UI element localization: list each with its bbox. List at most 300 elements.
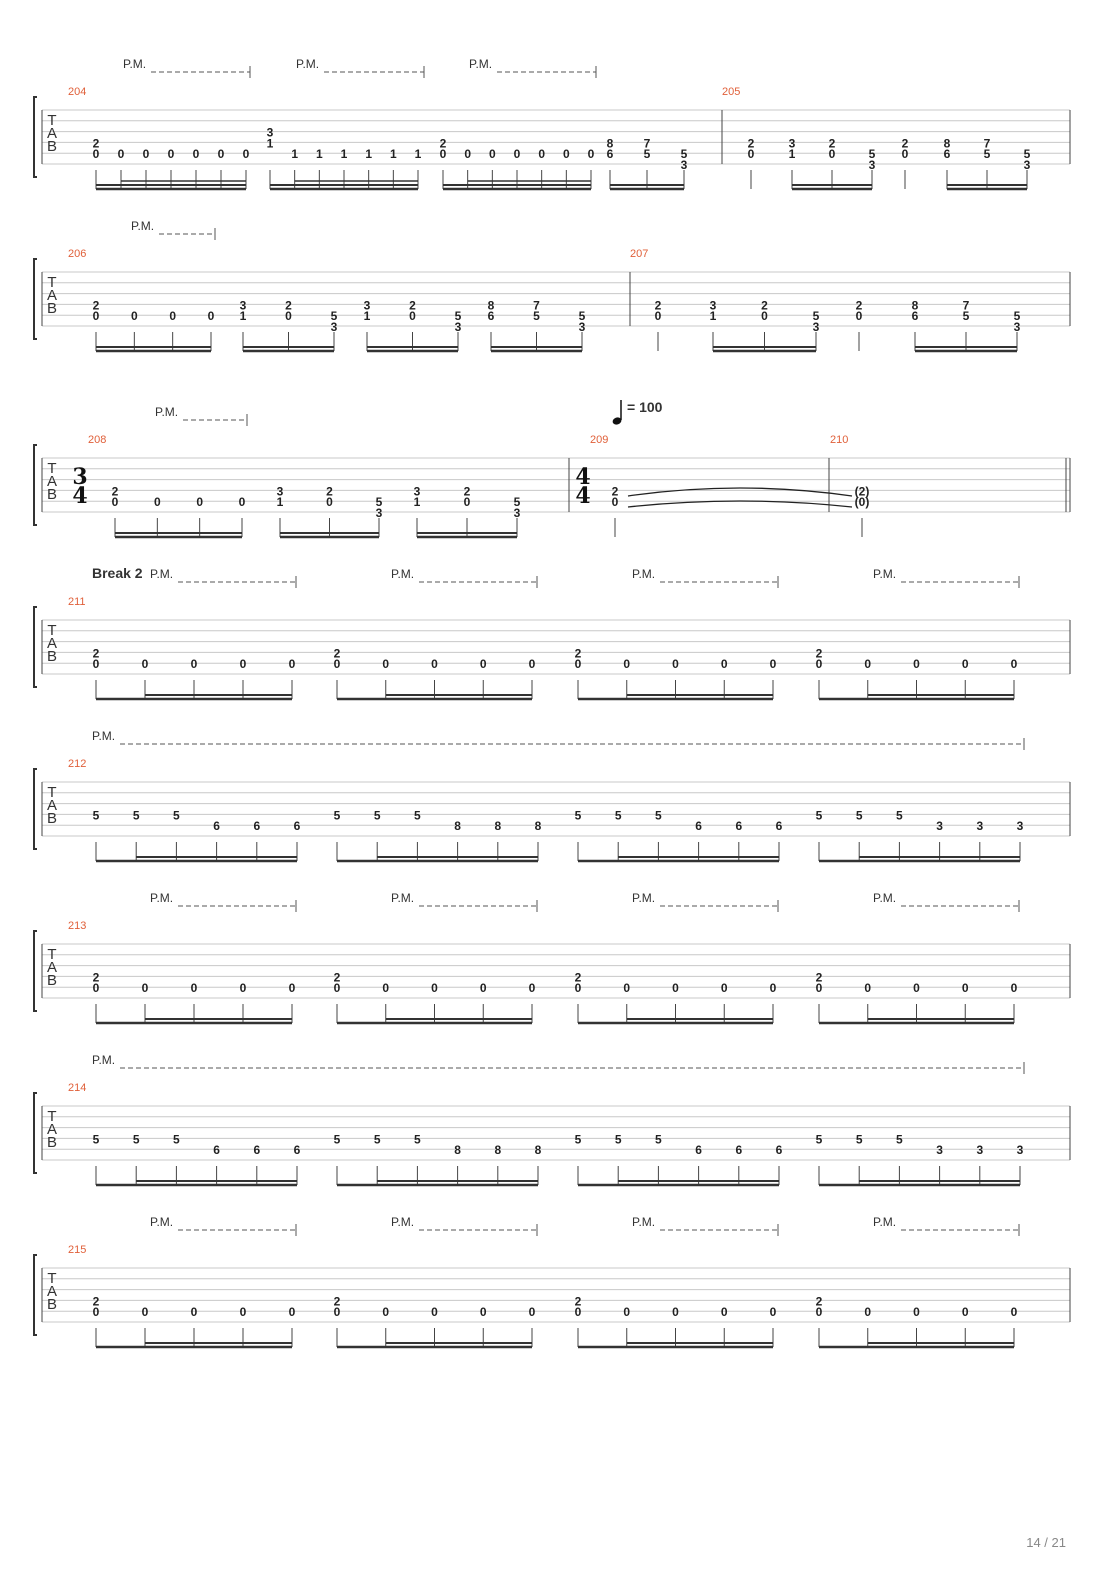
tab-clef-letter: T (47, 784, 57, 801)
fret-number: 5 (330, 309, 338, 324)
fret-number: 3 (239, 298, 247, 313)
fret-number: 0 (190, 981, 198, 996)
beat-group (856, 298, 863, 351)
beat-group (912, 298, 1021, 351)
fret-number: 3 (276, 484, 284, 499)
beat-group (575, 1132, 783, 1185)
fret-number: 2 (654, 298, 662, 313)
fret-number: 5 (333, 808, 341, 823)
fret-number: 5 (132, 1132, 140, 1147)
tab-clef-letter: B (46, 810, 58, 827)
fret-number: 6 (293, 819, 301, 834)
tab-clef-letter: A (46, 959, 58, 976)
beat-group (655, 298, 662, 351)
beat-group (748, 136, 755, 189)
fret-number: 1 (414, 147, 422, 162)
fret-number: 8 (454, 819, 461, 834)
fret-number: 5 (1013, 309, 1021, 324)
fret-number: 0 (587, 147, 595, 162)
fret-number: 5 (655, 808, 662, 823)
fret-number: 8 (534, 1143, 542, 1158)
fret-number: 7 (962, 298, 970, 313)
fret-number: 2 (611, 484, 619, 499)
time-signature-bottom: 4 (575, 483, 591, 509)
fret-number: 0 (769, 657, 777, 672)
beat-group (710, 298, 820, 351)
pm-label: P.M. (92, 729, 116, 743)
fret-number: 0 (382, 657, 390, 672)
fret-number: 0 (623, 981, 631, 996)
tab-clef-letter: B (46, 138, 58, 155)
measure-number: 207 (630, 248, 649, 260)
beat-group (93, 1132, 301, 1185)
fret-number: 0 (239, 981, 247, 996)
fret-number: 5 (578, 309, 586, 324)
fret-number: 2 (333, 970, 341, 985)
fret-number: 0 (913, 657, 920, 672)
fret-number: 0 (961, 657, 969, 672)
measure-number: 210 (830, 434, 849, 446)
fret-number: 2 (761, 298, 768, 313)
fret-number: 0 (117, 147, 125, 162)
fret-number: 0 (333, 981, 341, 996)
fret-number: 0 (382, 981, 390, 996)
fret-number: 2 (574, 970, 582, 985)
fret-number: 0 (769, 1305, 777, 1320)
fret-number: 5 (855, 808, 863, 823)
fret-number: 3 (1013, 320, 1021, 334)
fret-number: 0 (333, 1305, 341, 1320)
fret-number: (0) (854, 495, 870, 510)
fret-number: 3 (812, 320, 820, 334)
fret-number: 3 (1016, 1143, 1024, 1158)
fret-number: 0 (672, 657, 679, 672)
fret-number: 0 (238, 495, 246, 510)
fret-number: 0 (190, 657, 198, 672)
systems-layer (34, 57, 1070, 1347)
fret-number: 0 (196, 495, 204, 510)
beat-group (93, 646, 296, 699)
fret-number: 1 (365, 147, 373, 162)
fret-number: 0 (130, 309, 138, 324)
fret-number: 5 (643, 147, 651, 162)
tab-clef-letter: A (46, 125, 58, 142)
beat-group (575, 646, 777, 699)
fret-number: 2 (92, 1294, 100, 1309)
time-signature-top: 3 (72, 464, 88, 490)
fret-number: 6 (695, 819, 702, 834)
fret-number: 1 (266, 136, 274, 151)
fret-number: 1 (276, 495, 284, 510)
section-label: Break 2 (92, 565, 143, 581)
fret-number: 0 (562, 147, 570, 162)
tab-system (34, 57, 1070, 189)
fret-number: 6 (775, 819, 783, 834)
beat-group (267, 126, 422, 189)
fret-number: 0 (239, 1305, 247, 1320)
system-brace (34, 97, 37, 177)
tab-clef-letter: B (46, 648, 58, 665)
pm-label: P.M. (632, 891, 656, 905)
fret-number: 6 (253, 819, 261, 834)
fret-number: 8 (454, 1143, 461, 1158)
beat-group (816, 646, 1018, 699)
fret-number: 2 (111, 484, 119, 499)
fret-number: 0 (720, 981, 728, 996)
fret-number: 0 (623, 1305, 631, 1320)
fret-number: 0 (207, 309, 215, 324)
fret-number: 5 (896, 808, 903, 823)
tie-curve (628, 501, 852, 507)
fret-number: 0 (242, 147, 250, 162)
fret-number: 0 (574, 1305, 582, 1320)
pm-label: P.M. (150, 1215, 174, 1229)
fret-number: 3 (363, 298, 371, 313)
fret-number: 5 (375, 495, 383, 510)
fret-number: 2 (333, 646, 341, 661)
fret-number: 7 (533, 298, 540, 313)
fret-number: 0 (431, 1305, 438, 1320)
fret-number: 0 (815, 981, 823, 996)
fret-number: 1 (291, 147, 299, 162)
fret-number: (2) (854, 484, 870, 499)
tab-clef-letter: T (47, 460, 57, 477)
fret-number: 0 (153, 495, 161, 510)
fret-number: 0 (1010, 657, 1018, 672)
fret-number: 3 (330, 320, 338, 334)
fret-number: 8 (487, 298, 495, 313)
fret-number: 0 (761, 309, 768, 324)
system-brace (34, 607, 37, 687)
fret-number: 0 (855, 309, 863, 324)
fret-number: 2 (92, 136, 100, 151)
fret-number: 3 (868, 158, 876, 172)
fret-number: 0 (288, 657, 296, 672)
tab-clef-letter: A (46, 1121, 58, 1138)
pm-label: P.M. (873, 1215, 897, 1229)
fret-number: 0 (747, 147, 755, 162)
fret-number: 2 (574, 646, 582, 661)
measure-number: 205 (722, 86, 741, 98)
pm-label: P.M. (391, 567, 415, 581)
fret-number: 6 (695, 1143, 702, 1158)
beat-group (334, 970, 536, 1023)
fret-number: 2 (828, 136, 836, 151)
fret-number: 6 (213, 1143, 220, 1158)
fret-number: 5 (655, 1132, 662, 1147)
fret-number: 3 (1023, 158, 1031, 172)
fret-number: 5 (815, 808, 823, 823)
beat-group (364, 298, 462, 351)
beat-group (575, 808, 783, 861)
fret-number: 2 (574, 1294, 582, 1309)
fret-number: 5 (513, 495, 521, 510)
fret-number: 2 (901, 136, 909, 151)
fret-number: 5 (868, 147, 876, 162)
beat-group (488, 298, 586, 351)
time-signature-bottom: 4 (72, 483, 88, 509)
fret-number: 3 (413, 484, 421, 499)
tab-clef-letter: B (46, 1296, 58, 1313)
fret-number: 6 (487, 309, 495, 324)
fret-number: 3 (936, 1143, 943, 1158)
fret-number: 5 (132, 808, 140, 823)
pm-label: P.M. (155, 405, 179, 419)
beat-group (414, 484, 521, 537)
fret-number: 3 (936, 819, 943, 834)
fret-number: 0 (1010, 1305, 1018, 1320)
system-brace (34, 1093, 37, 1173)
fret-number: 2 (333, 1294, 341, 1309)
fret-number: 5 (983, 147, 991, 162)
fret-number: 0 (574, 657, 582, 672)
beat-group (93, 970, 296, 1023)
fret-number: 6 (735, 1143, 743, 1158)
beat-group (575, 1294, 777, 1347)
fret-number: 0 (672, 981, 679, 996)
fret-number: 0 (431, 657, 438, 672)
beat-group (334, 808, 542, 861)
pm-label: P.M. (150, 567, 174, 581)
fret-number: 3 (375, 506, 383, 520)
fret-number: 8 (943, 136, 951, 151)
tab-system (34, 891, 1070, 1023)
beat-group (277, 484, 383, 537)
fret-number: 5 (414, 808, 421, 823)
fret-number: 2 (855, 298, 863, 313)
fret-number: 0 (141, 981, 149, 996)
tab-clef-letter: B (46, 1134, 58, 1151)
fret-number: 0 (528, 981, 536, 996)
tab-system (34, 1215, 1070, 1347)
fret-number: 5 (333, 1132, 341, 1147)
fret-number: 3 (680, 158, 688, 172)
fret-number: 1 (239, 309, 247, 324)
measure-number: 204 (68, 86, 87, 98)
beat-group (789, 136, 876, 189)
fret-number: 5 (855, 1132, 863, 1147)
fret-number: 0 (901, 147, 909, 162)
system-brace (34, 445, 37, 525)
beat-group (816, 970, 1018, 1023)
pm-label: P.M. (632, 1215, 656, 1229)
pm-label: P.M. (150, 891, 174, 905)
tab-clef-letter: B (46, 486, 58, 503)
measure-number: 208 (88, 434, 107, 446)
fret-number: 3 (788, 136, 796, 151)
system-brace (34, 259, 37, 339)
system-brace (34, 931, 37, 1011)
fret-number: 8 (494, 819, 502, 834)
fret-number: 3 (266, 125, 274, 140)
fret-number: 6 (943, 147, 951, 162)
fret-number: 3 (976, 1143, 984, 1158)
fret-number: 0 (528, 657, 536, 672)
page-number: 14 / 21 (1026, 1535, 1066, 1550)
fret-number: 2 (409, 298, 416, 313)
fret-number: 0 (961, 981, 969, 996)
pm-label: P.M. (296, 57, 320, 71)
fret-number: 0 (464, 147, 472, 162)
tab-clef-letter: T (47, 622, 57, 639)
fret-number: 0 (326, 495, 333, 510)
pm-label: P.M. (469, 57, 493, 71)
fret-number: 1 (389, 147, 397, 162)
tab-clef-letter: B (46, 300, 58, 317)
fret-number: 3 (513, 506, 521, 520)
fret-number: 0 (92, 981, 100, 996)
tab-clef-letter: T (47, 274, 57, 291)
fret-number: 5 (815, 1132, 823, 1147)
fret-number: 0 (479, 657, 487, 672)
fret-number: 0 (864, 981, 872, 996)
beat-group (93, 298, 215, 351)
fret-number: 0 (720, 657, 728, 672)
fret-number: 5 (812, 309, 820, 324)
pm-label: P.M. (873, 567, 897, 581)
tab-system (34, 405, 1070, 537)
fret-number: 5 (614, 1132, 622, 1147)
beat-group (112, 484, 246, 537)
system-brace (34, 769, 37, 849)
beat-group (902, 136, 909, 189)
measure-number: 211 (68, 596, 86, 608)
fret-number: 0 (169, 309, 177, 324)
pm-label: P.M. (391, 891, 415, 905)
fret-number: 2 (439, 136, 447, 151)
fret-number: 5 (92, 808, 100, 823)
fret-number: 1 (788, 147, 796, 162)
fret-number: 0 (141, 1305, 149, 1320)
fret-number: 5 (896, 1132, 903, 1147)
beat-group (944, 136, 1031, 189)
beat-group (93, 136, 250, 189)
fret-number: 0 (141, 657, 149, 672)
fret-number: 3 (454, 320, 462, 334)
fret-number: 5 (680, 147, 688, 162)
measure-number: 213 (68, 920, 87, 932)
fret-number: 0 (217, 147, 225, 162)
tab-clef-letter: A (46, 635, 58, 652)
fret-number: 0 (1010, 981, 1018, 996)
fret-number: 0 (190, 1305, 198, 1320)
fret-number: 0 (288, 981, 296, 996)
fret-number: 0 (538, 147, 546, 162)
fret-number: 0 (92, 147, 100, 162)
tab-clef-letter: T (47, 1108, 57, 1125)
fret-number: 0 (488, 147, 496, 162)
fret-number: 0 (528, 1305, 536, 1320)
fret-number: 2 (92, 298, 100, 313)
fret-number: 2 (747, 136, 755, 151)
fret-number: 1 (363, 309, 371, 324)
fret-number: 2 (92, 970, 100, 985)
pm-label: P.M. (873, 891, 897, 905)
fret-number: 6 (253, 1143, 261, 1158)
tab-system (34, 1053, 1070, 1185)
tab-clef-letter: B (46, 972, 58, 989)
fret-number: 0 (409, 309, 416, 324)
fret-number: 2 (815, 646, 823, 661)
fret-number: 7 (643, 136, 651, 151)
time-signature-top: 4 (575, 464, 591, 490)
fret-number: 1 (709, 309, 717, 324)
fret-number: 0 (913, 981, 920, 996)
fret-number: 0 (92, 1305, 100, 1320)
pm-label: P.M. (632, 567, 656, 581)
fret-number: 0 (439, 147, 447, 162)
fret-number: 5 (173, 808, 180, 823)
beat-group (607, 136, 688, 189)
beat-group (612, 484, 619, 537)
fret-number: 5 (373, 1132, 381, 1147)
tab-system (34, 729, 1070, 861)
tie-curve (628, 488, 852, 496)
beat-group (93, 808, 301, 861)
tab-clef-letter: A (46, 287, 58, 304)
fret-number: 6 (775, 1143, 783, 1158)
fret-number: 5 (173, 1132, 180, 1147)
fret-number: 0 (815, 1305, 823, 1320)
fret-number: 3 (578, 320, 586, 334)
fret-number: 0 (574, 981, 582, 996)
tab-clef-letter: T (47, 1270, 57, 1287)
beat-group (93, 1294, 296, 1347)
fret-number: 8 (606, 136, 614, 151)
fret-number: 0 (720, 1305, 728, 1320)
beat-group (334, 646, 536, 699)
fret-number: 3 (976, 819, 984, 834)
fret-number: 0 (92, 657, 100, 672)
fret-number: 0 (288, 1305, 296, 1320)
measure-number: 209 (590, 434, 609, 446)
fret-number: 0 (828, 147, 836, 162)
fret-number: 2 (815, 1294, 823, 1309)
measure-number: 206 (68, 248, 87, 260)
fret-number: 5 (962, 309, 970, 324)
tab-system (34, 219, 1070, 351)
fret-number: 0 (192, 147, 200, 162)
fret-number: 0 (479, 1305, 487, 1320)
fret-number: 0 (285, 309, 292, 324)
fret-number: 0 (333, 657, 341, 672)
fret-number: 0 (431, 981, 438, 996)
tab-clef-letter: A (46, 797, 58, 814)
fret-number: 0 (111, 495, 119, 510)
tab-clef-letter: T (47, 112, 57, 129)
fret-number: 0 (167, 147, 175, 162)
beat-group (575, 970, 777, 1023)
fret-number: 6 (911, 309, 919, 324)
pm-label: P.M. (131, 219, 155, 233)
fret-number: 0 (382, 1305, 390, 1320)
fret-number: 3 (709, 298, 717, 313)
tab-clef-letter: A (46, 1283, 58, 1300)
fret-number: 1 (315, 147, 323, 162)
pm-label: P.M. (92, 1053, 116, 1067)
fret-number: 6 (293, 1143, 301, 1158)
fret-number: 8 (494, 1143, 502, 1158)
beat-group (816, 808, 1024, 861)
fret-number: 0 (864, 657, 872, 672)
fret-number: 2 (815, 970, 823, 985)
system-brace (34, 1255, 37, 1335)
tab-clef-letter: T (47, 946, 57, 963)
tempo-marking (612, 399, 663, 426)
fret-number: 0 (239, 657, 247, 672)
beat-group (440, 136, 595, 189)
pm-label: P.M. (123, 57, 147, 71)
